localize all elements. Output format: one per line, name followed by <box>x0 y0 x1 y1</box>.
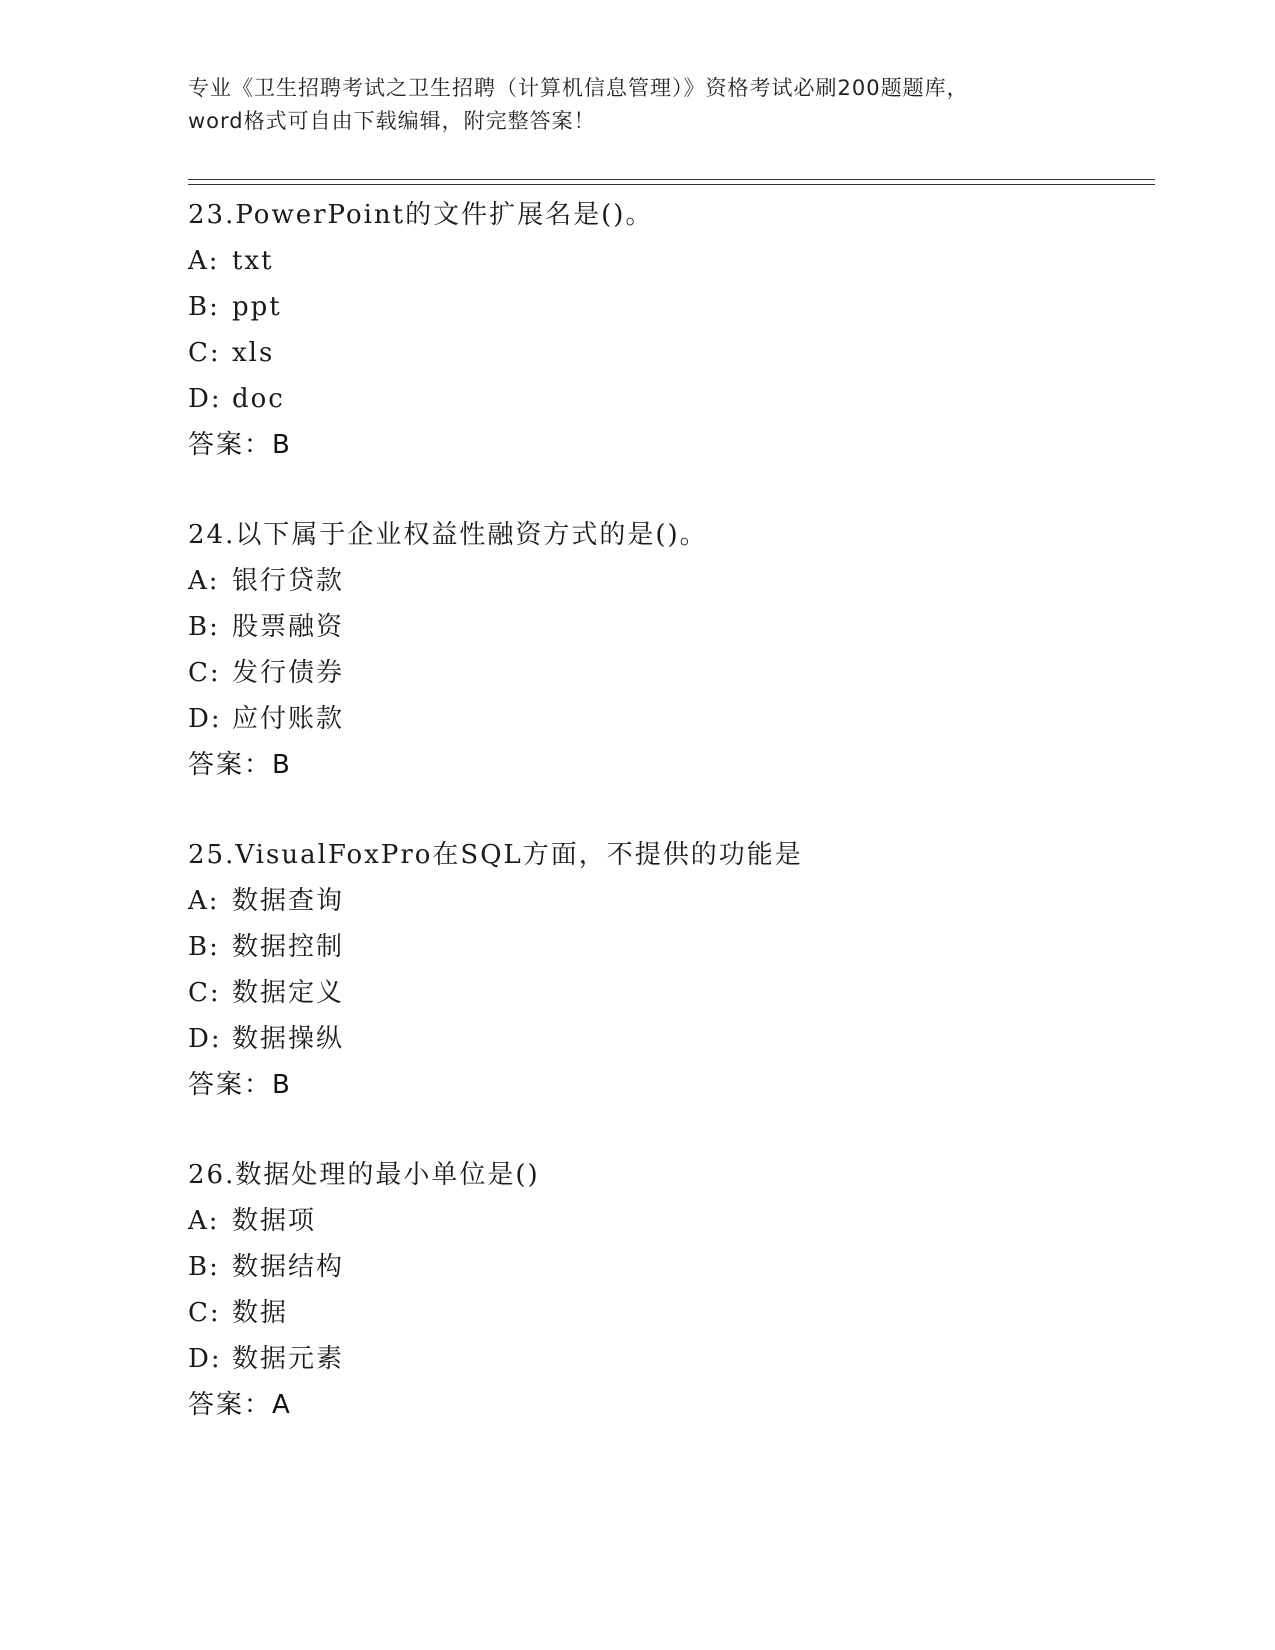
option-label: A: <box>188 1206 220 1236</box>
option-label: B: <box>188 1252 220 1282</box>
question-24 <box>188 512 1148 832</box>
option-label: D: <box>188 704 222 734</box>
option-text: 数据查询 <box>232 886 345 916</box>
question-25 <box>188 832 1148 1152</box>
option-b <box>188 604 1148 650</box>
option-c <box>188 970 1148 1016</box>
option-a <box>188 238 1148 284</box>
option-a <box>188 878 1148 924</box>
option-a <box>188 1198 1148 1244</box>
option-c <box>188 650 1148 696</box>
option-label: C: <box>188 338 221 368</box>
answer-line: 答案：B <box>188 750 292 780</box>
answer-line: 答案：B <box>188 1070 292 1100</box>
question-stem: 24.以下属于企业权益性融资方式的是()。 <box>188 520 708 550</box>
option-text: 银行贷款 <box>232 566 345 596</box>
option-c <box>188 330 1148 376</box>
option-label: B: <box>188 932 220 962</box>
question-23 <box>188 192 1148 512</box>
option-label: D: <box>188 384 222 414</box>
option-text: xls <box>232 338 275 368</box>
header-divider-top <box>188 179 1155 180</box>
option-label: A: <box>188 246 220 276</box>
option-label: A: <box>188 566 220 596</box>
option-text: 数据控制 <box>232 932 345 962</box>
option-label: C: <box>188 1298 221 1328</box>
option-text: 发行债券 <box>232 658 345 688</box>
option-b <box>188 284 1148 330</box>
option-b <box>188 924 1148 970</box>
question-stem: 26.数据处理的最小单位是() <box>188 1160 540 1190</box>
option-b <box>188 1244 1148 1290</box>
option-text: 数据定义 <box>232 978 345 1008</box>
option-d <box>188 1336 1148 1382</box>
option-d <box>188 696 1148 742</box>
option-label: B: <box>188 292 220 322</box>
header-line-2: word格式可自由下载编辑，附完整答案！ <box>188 109 596 133</box>
option-text: 数据操纵 <box>232 1024 345 1054</box>
option-c <box>188 1290 1148 1336</box>
option-text: 股票融资 <box>232 612 345 642</box>
option-label: B: <box>188 612 220 642</box>
question-26 <box>188 1152 1148 1472</box>
option-text: doc <box>232 384 285 414</box>
option-text: ppt <box>232 292 282 322</box>
option-label: D: <box>188 1024 222 1054</box>
option-text: 数据元素 <box>232 1344 345 1374</box>
option-label: C: <box>188 658 221 688</box>
option-d <box>188 376 1148 422</box>
question-stem: 23.PowerPoint的文件扩展名是()。 <box>188 200 654 230</box>
question-stem: 25.VisualFoxPro在SQL方面，不提供的功能是 <box>188 840 803 870</box>
option-label: D: <box>188 1344 222 1374</box>
option-text: 应付账款 <box>232 704 345 734</box>
option-text: 数据项 <box>232 1206 317 1236</box>
option-label: A: <box>188 886 220 916</box>
option-d <box>188 1016 1148 1062</box>
answer-line: 答案：A <box>188 1390 292 1420</box>
option-text: txt <box>232 246 274 276</box>
option-text: 数据 <box>232 1298 289 1328</box>
option-label: C: <box>188 978 221 1008</box>
answer-line: 答案：B <box>188 430 292 460</box>
option-a <box>188 558 1148 604</box>
document-header <box>188 72 1088 138</box>
header-line-1: 专业《卫生招聘考试之卫生招聘（计算机信息管理）》资格考试必刷200题题库， <box>188 76 969 100</box>
question-list <box>188 192 1148 1472</box>
header-divider-bottom <box>188 184 1155 185</box>
option-text: 数据结构 <box>232 1252 345 1282</box>
